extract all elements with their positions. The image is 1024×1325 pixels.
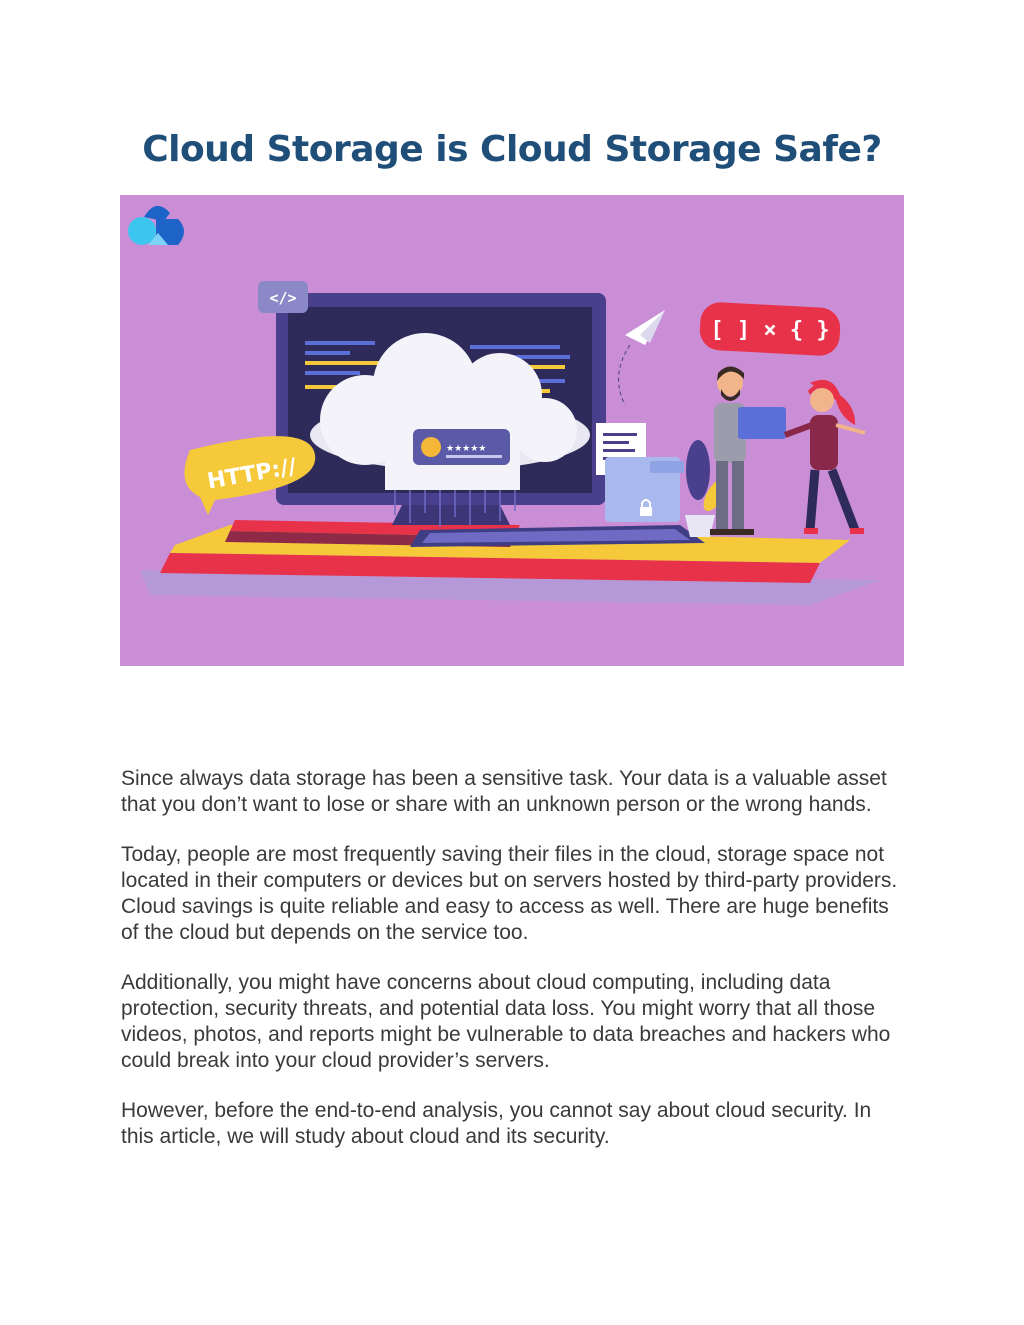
brand-logo xyxy=(128,206,184,245)
svg-text:</>: </> xyxy=(269,289,297,307)
brackets-badge xyxy=(699,301,841,356)
svg-text:[ ] × { }: [ ] × { } xyxy=(710,318,830,343)
code-badge xyxy=(258,281,308,313)
hero-illustration xyxy=(120,195,904,666)
page-title: Cloud Storage is Cloud Storage Safe? xyxy=(142,129,882,170)
man-figure xyxy=(710,367,786,536)
paragraph: Today, people are most frequently saving their files in the cloud, storage space not located in their computers or devices but on servers hosted by third-party providers. Cloud savings is quite reliable and easy to access as well. There are huge benefits of the cloud but depends on the service too. xyxy=(121,843,898,944)
folder-lock-icon xyxy=(605,457,684,522)
svg-text:HTTP://: HTTP:// xyxy=(205,454,299,495)
rating-stars: ★★★★★ xyxy=(446,444,487,454)
paragraph: Additionally, you might have concerns about cloud computing, including data protection, security threats, and potential data loss. You might worry that all those videos, photos, and reports might be vulnerable to data breaches and hackers who could break into your cloud provider’s servers. xyxy=(121,971,891,1072)
article-body xyxy=(121,766,901,1174)
paper-plane-icon xyxy=(619,310,665,405)
paragraph: Since always data storage has been a sensitive task. Your data is a valuable asset that you don’t want to lose or share with an unknown person or the wrong hands. xyxy=(121,767,887,816)
paragraph: However, before the end-to-end analysis, you cannot say about cloud security. In this article, we will study about cloud and its security. xyxy=(121,1099,872,1148)
woman-figure xyxy=(785,380,865,534)
